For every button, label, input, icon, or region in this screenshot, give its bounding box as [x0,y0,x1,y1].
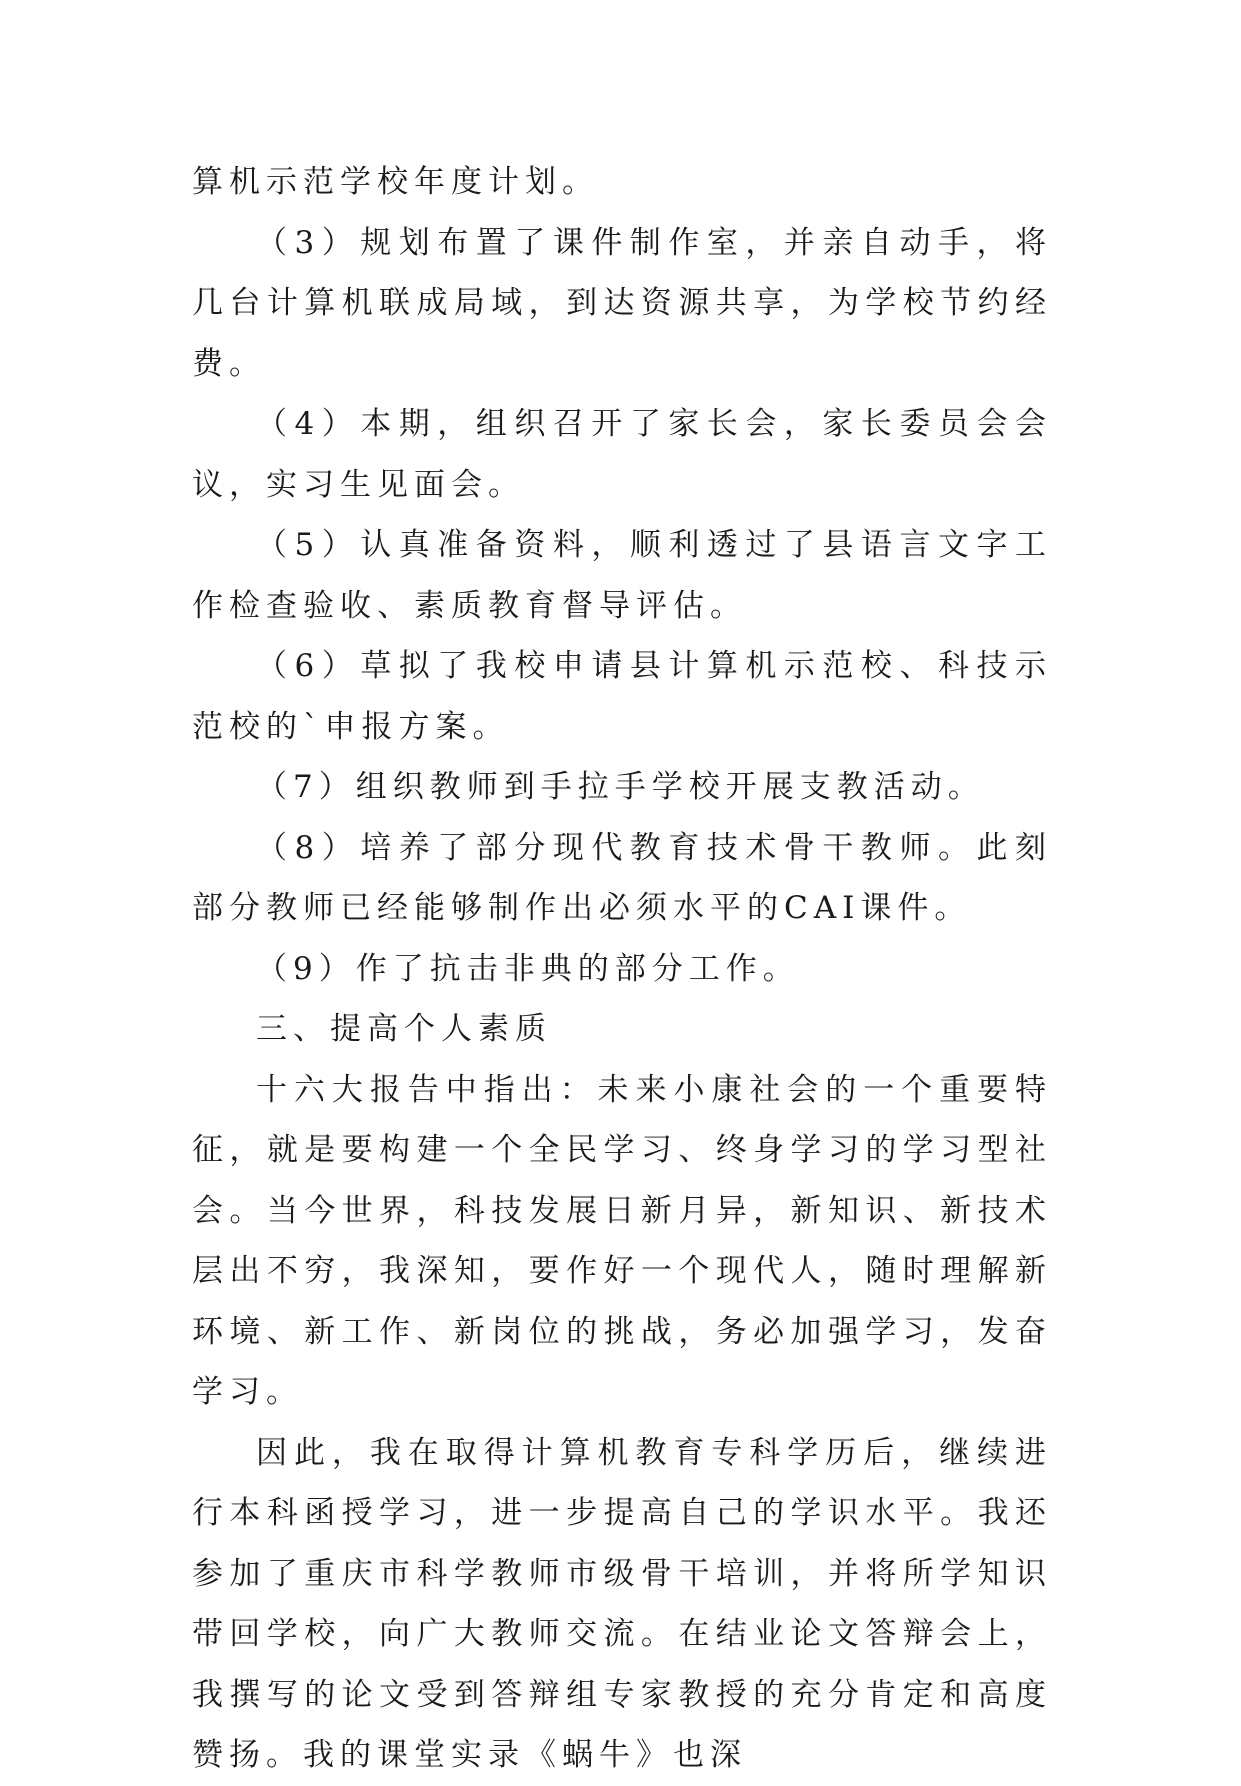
list-item-7: （7）组织教师到手拉手学校开展支教活动。 [256,769,985,805]
list-item-3: （3）规划布置了课件制作室，并亲自动手，将几台计算机联成局域，到达资源共享，为学校节约经费。 [192,224,1052,382]
list-item-5: （5）认真准备资料，顺利透过了县语言文字工作检查验收、素质教育督导评估。 [192,527,1052,624]
document-body [192,152,1052,1786]
paragraph: 算机示范学校年度计划。 [192,164,599,200]
list-item-8: （8）培养了部分现代教育技术骨干教师。此刻部分教师已经能够制作出必须水平的CAI课件。 [192,829,1052,926]
paragraph: 因此，我在取得计算机教育专科学历后，继续进行本科函授学习，进一步提高自己的学识水平。我还参加了重庆市科学教师市级骨干培训，并将所学知识带回学校，向广大教师交流。在结业论文答辩会上，我撰写的论文受到答辩组专家教授的充分肯定和高度赞扬。我的课堂实录《蜗牛》也深 [192,1434,1052,1773]
list-item-9: （9）作了抗击非典的部分工作。 [256,950,800,987]
paragraph: 十六大报告中指出：未来小康社会的一个重要特征，就是要构建一个全民学习、终身学习的学习型社会。当今世界，科技发展日新月异，新知识、新技术层出不穷，我深知，要作好一个现代人，随时理解新环境、新工作、新岗位的挑战，务必加强学习，发奋学习。 [192,1071,1052,1410]
section-heading: 三、提高个人素质 [256,1011,552,1047]
list-item-6: （6）草拟了我校申请县计算机示范校、科技示范校的`申报方案。 [192,648,1052,745]
list-item-4: （4）本期，组织召开了家长会，家长委员会会议，实习生见面会。 [192,406,1052,503]
